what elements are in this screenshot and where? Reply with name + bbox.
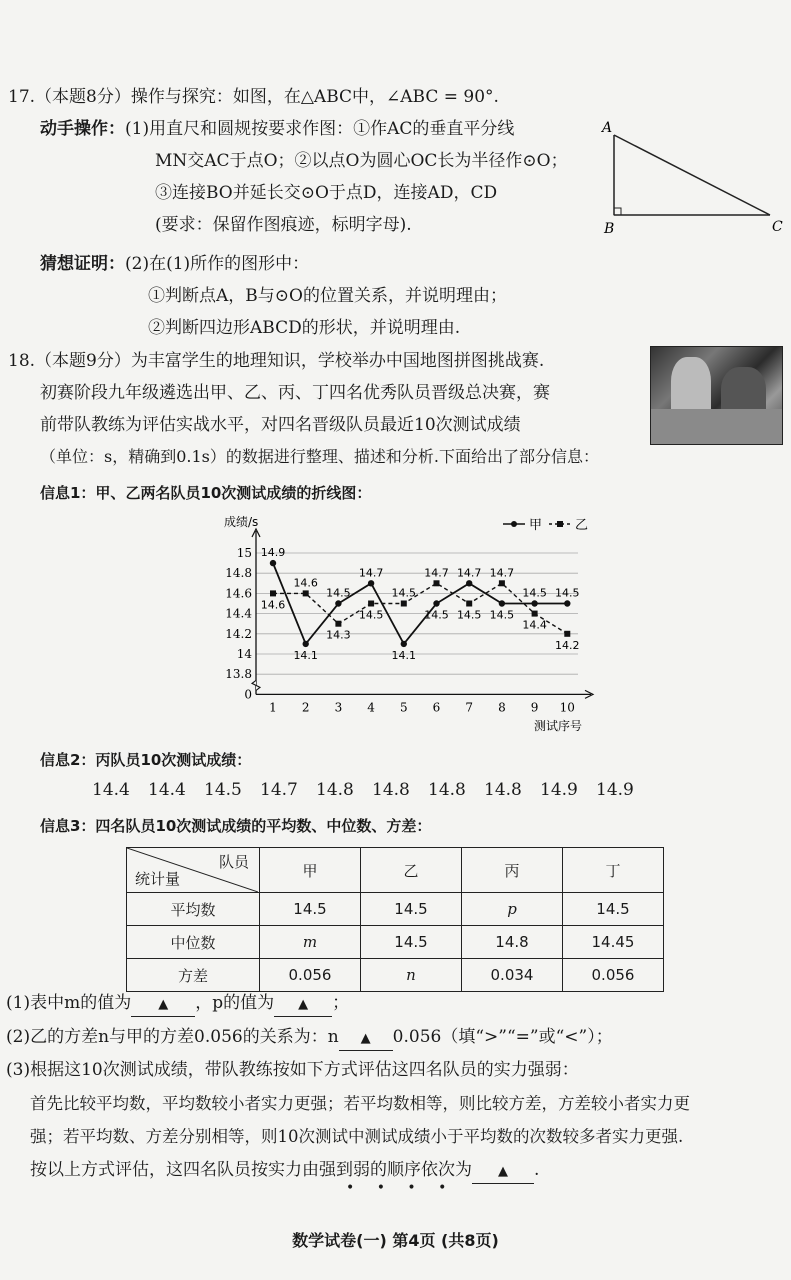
series-jia-point: [564, 600, 570, 606]
y-tick-label: 13.8: [225, 667, 252, 682]
x-tick-label: 4: [367, 700, 375, 715]
bing-score-2: 14.4: [148, 780, 186, 800]
stats-table: [126, 847, 664, 992]
vertex-b-label: B: [604, 221, 615, 237]
data-label: 14.5: [326, 586, 351, 600]
series-jia-point: [531, 600, 537, 606]
data-label: 14.5: [522, 586, 547, 600]
table-cell: 0.056: [260, 959, 361, 992]
x-tick-label: 10: [559, 700, 575, 715]
data-label: 14.5: [489, 608, 515, 622]
series-jia-line: [273, 563, 567, 644]
data-label: 14.5: [358, 608, 384, 622]
table-cell: m: [260, 926, 361, 959]
data-label: 14.6: [293, 576, 318, 590]
bing-score-10: 14.9: [596, 780, 634, 800]
sub-question-3-rule2: 强；若平均数、方差分别相等，则10次测试中测试成绩小于平均数的次数较多者实力更强.: [30, 1127, 684, 1146]
data-label: 14.9: [260, 546, 286, 560]
series-yi-point: [499, 580, 505, 586]
q17-op-line3: ③连接BO并延长交⊙O于点D，连接AD，CD: [155, 183, 498, 203]
info2-heading: 信息2：丙队员10次测试成绩：: [40, 751, 252, 769]
series-yi-point: [335, 621, 341, 627]
series-yi-point: [401, 601, 407, 607]
table-header-ding: 丁: [563, 848, 664, 893]
q17-op-line1: 动手操作：(1)用直尺和圆规按要求作图：①作AC的垂直平分线: [40, 119, 515, 139]
q17-op-line2: MN交AC于点O；②以点O为圆心OC长为半径作⊙O；: [155, 151, 568, 171]
map-puzzle-photo: [650, 346, 783, 445]
bing-score-7: 14.8: [428, 780, 466, 800]
info3-heading: 信息3：四名队员10次测试成绩的平均数、中位数、方差：: [40, 817, 432, 835]
series-yi-point: [466, 601, 472, 607]
data-label: 14.7: [358, 566, 384, 580]
bing-score-9: 14.9: [540, 780, 578, 800]
data-label: 14.5: [424, 608, 449, 622]
x-tick-label: 2: [301, 700, 310, 715]
sub-question-3-ask: 按以上方式评估，这四名队员按实力由强到弱的顺序依次为 ▲ .: [30, 1159, 539, 1184]
q18-line4: （单位：s，精确到0.1s）的数据进行整理、描述和分析.下面给出了部分信息：: [40, 447, 599, 466]
q17-title: 17.（本题8分）操作与探究：如图，在△ABC中，∠ABC = 90°.: [8, 87, 499, 107]
chart-ylabel: 成绩/s: [224, 515, 259, 529]
table-cell: 0.034: [462, 959, 563, 992]
bing-score-4: 14.7: [260, 780, 298, 800]
sub-question-3-rule1: 首先比较平均数，平均数较小者实力更强；若平均数相等，则比较方差，方差较小者实力更: [30, 1094, 690, 1113]
data-label: 14.5: [391, 586, 417, 600]
data-label: 14.7: [424, 566, 449, 580]
vertex-a-label: A: [602, 120, 613, 136]
series-yi-point: [434, 580, 440, 586]
table-cell: 14.8: [462, 926, 563, 959]
y-tick-label: 0: [244, 687, 252, 702]
data-label: 14.2: [555, 638, 580, 652]
answer-blank-order[interactable]: ▲: [472, 1159, 534, 1184]
bing-score-6: 14.8: [372, 780, 410, 800]
data-label: 14.4: [522, 618, 547, 632]
q18-line3: 前带队教练为评估实战水平，对四名晋级队员最近10次测试成绩: [40, 415, 521, 435]
corner-bottom-label: 统计量: [135, 870, 181, 888]
table-corner-cell: [127, 848, 260, 893]
x-tick-label: 9: [530, 700, 539, 715]
data-label: 14.5: [456, 608, 482, 622]
answer-blank-n-compare[interactable]: ▲: [339, 1026, 393, 1051]
y-tick-label: 14.4: [225, 606, 252, 621]
y-tick-label: 15: [236, 546, 252, 560]
sub-question-2: (2)乙的方差n与甲的方差0.056的关系为：n ▲ 0.056（填“>”“=”或“<”）；: [6, 1026, 613, 1051]
row-label: 方差: [127, 959, 260, 992]
series-yi-point: [303, 590, 309, 596]
info1-heading: 信息1：甲、乙两名队员10次测试成绩的折线图：: [40, 484, 372, 502]
table-row: [127, 926, 664, 959]
row-label: 中位数: [127, 926, 260, 959]
chart-xlabel: 测试序号: [534, 719, 583, 733]
answer-blank-p[interactable]: ▲: [274, 992, 332, 1017]
series-jia-point: [499, 600, 505, 606]
q18-line1: 18.（本题9分）为丰富学生的地理知识，学校举办中国地图拼图挑战赛.: [8, 351, 545, 371]
data-label: 14.3: [326, 628, 351, 642]
data-label: 14.7: [456, 566, 482, 580]
score-line-chart: [218, 508, 598, 738]
table-header-bing: 丙: [462, 848, 563, 893]
page-footer: 数学试卷(一) 第4页 (共8页): [292, 1231, 499, 1250]
q17-guess-line1: 猜想证明：(2)在(1)所作的图形中：: [40, 254, 310, 274]
x-tick-label: 6: [432, 700, 441, 715]
emphasis-dots: • • • •: [346, 1180, 456, 1196]
table-header-jia: 甲: [260, 848, 361, 893]
bing-score-1: 14.4: [92, 780, 130, 800]
table-cell: 14.5: [563, 893, 664, 926]
q17-guess-line3: ②判断四边形ABCD的形状，并说明理由.: [148, 318, 461, 338]
legend-yi-label: 乙: [575, 518, 589, 533]
data-label: 14.1: [391, 648, 417, 662]
row-label: 平均数: [127, 893, 260, 926]
table-cell: 14.5: [361, 926, 462, 959]
x-tick-label: 7: [465, 700, 474, 715]
y-tick-label: 14.8: [225, 566, 252, 581]
triangle-abc-figure: [598, 115, 788, 240]
data-label: 14.1: [293, 648, 318, 662]
bing-scores-row: [92, 780, 652, 800]
series-yi-point: [368, 601, 374, 607]
table-header-yi: 乙: [361, 848, 462, 893]
x-tick-label: 3: [334, 700, 343, 715]
series-jia-point: [270, 560, 276, 566]
table-cell: p: [462, 893, 563, 926]
series-jia-point: [433, 600, 439, 606]
series-yi-point: [270, 590, 276, 596]
x-tick-label: 8: [498, 700, 506, 715]
series-jia-point: [368, 580, 374, 586]
bing-score-3: 14.5: [204, 780, 242, 800]
series-yi-point: [564, 631, 570, 637]
q17-op-line4: (要求：保留作图痕迹，标明字母).: [155, 215, 412, 235]
sub-question-1: (1)表中m的值为 ▲ ，p的值为 ▲ ；: [6, 992, 349, 1017]
y-tick-label: 14: [236, 647, 252, 661]
x-tick-label: 5: [399, 700, 408, 715]
table-row: [127, 959, 664, 992]
table-cell: 0.056: [563, 959, 664, 992]
corner-top-label: 队员: [218, 853, 249, 871]
table-cell: 14.45: [563, 926, 664, 959]
q17-guess-line2: ①判断点A，B与⊙O的位置关系，并说明理由；: [148, 286, 507, 306]
table-row: [127, 893, 664, 926]
legend-jia-label: 甲: [529, 518, 543, 533]
sub-question-3-intro: (3)根据这10次测试成绩，带队教练按如下方式评估这四名队员的实力强弱：: [6, 1060, 579, 1080]
series-jia-point: [466, 580, 472, 586]
series-jia-point: [401, 641, 407, 647]
vertex-c-label: C: [772, 219, 783, 235]
bing-score-5: 14.8: [316, 780, 354, 800]
series-yi-point: [532, 611, 538, 617]
data-label: 14.5: [555, 586, 580, 600]
series-jia-point: [303, 641, 309, 647]
series-jia-point: [335, 600, 341, 606]
legend-yi-marker: [557, 521, 563, 527]
y-tick-label: 14.2: [225, 626, 252, 641]
y-tick-label: 14.6: [225, 586, 252, 601]
data-label: 14.7: [489, 566, 515, 580]
table-cell: n: [361, 959, 462, 992]
q18-line2: 初赛阶段九年级遴选出甲、乙、丙、丁四名优秀队员晋级总决赛，赛: [40, 383, 550, 403]
axis-break: [252, 680, 260, 690]
table-cell: 14.5: [361, 893, 462, 926]
data-label: 14.6: [260, 598, 286, 612]
x-tick-label: 1: [269, 700, 277, 715]
bing-score-8: 14.8: [484, 780, 522, 800]
table-cell: 14.5: [260, 893, 361, 926]
legend-jia-marker: [511, 521, 517, 527]
answer-blank-m[interactable]: ▲: [131, 992, 195, 1017]
